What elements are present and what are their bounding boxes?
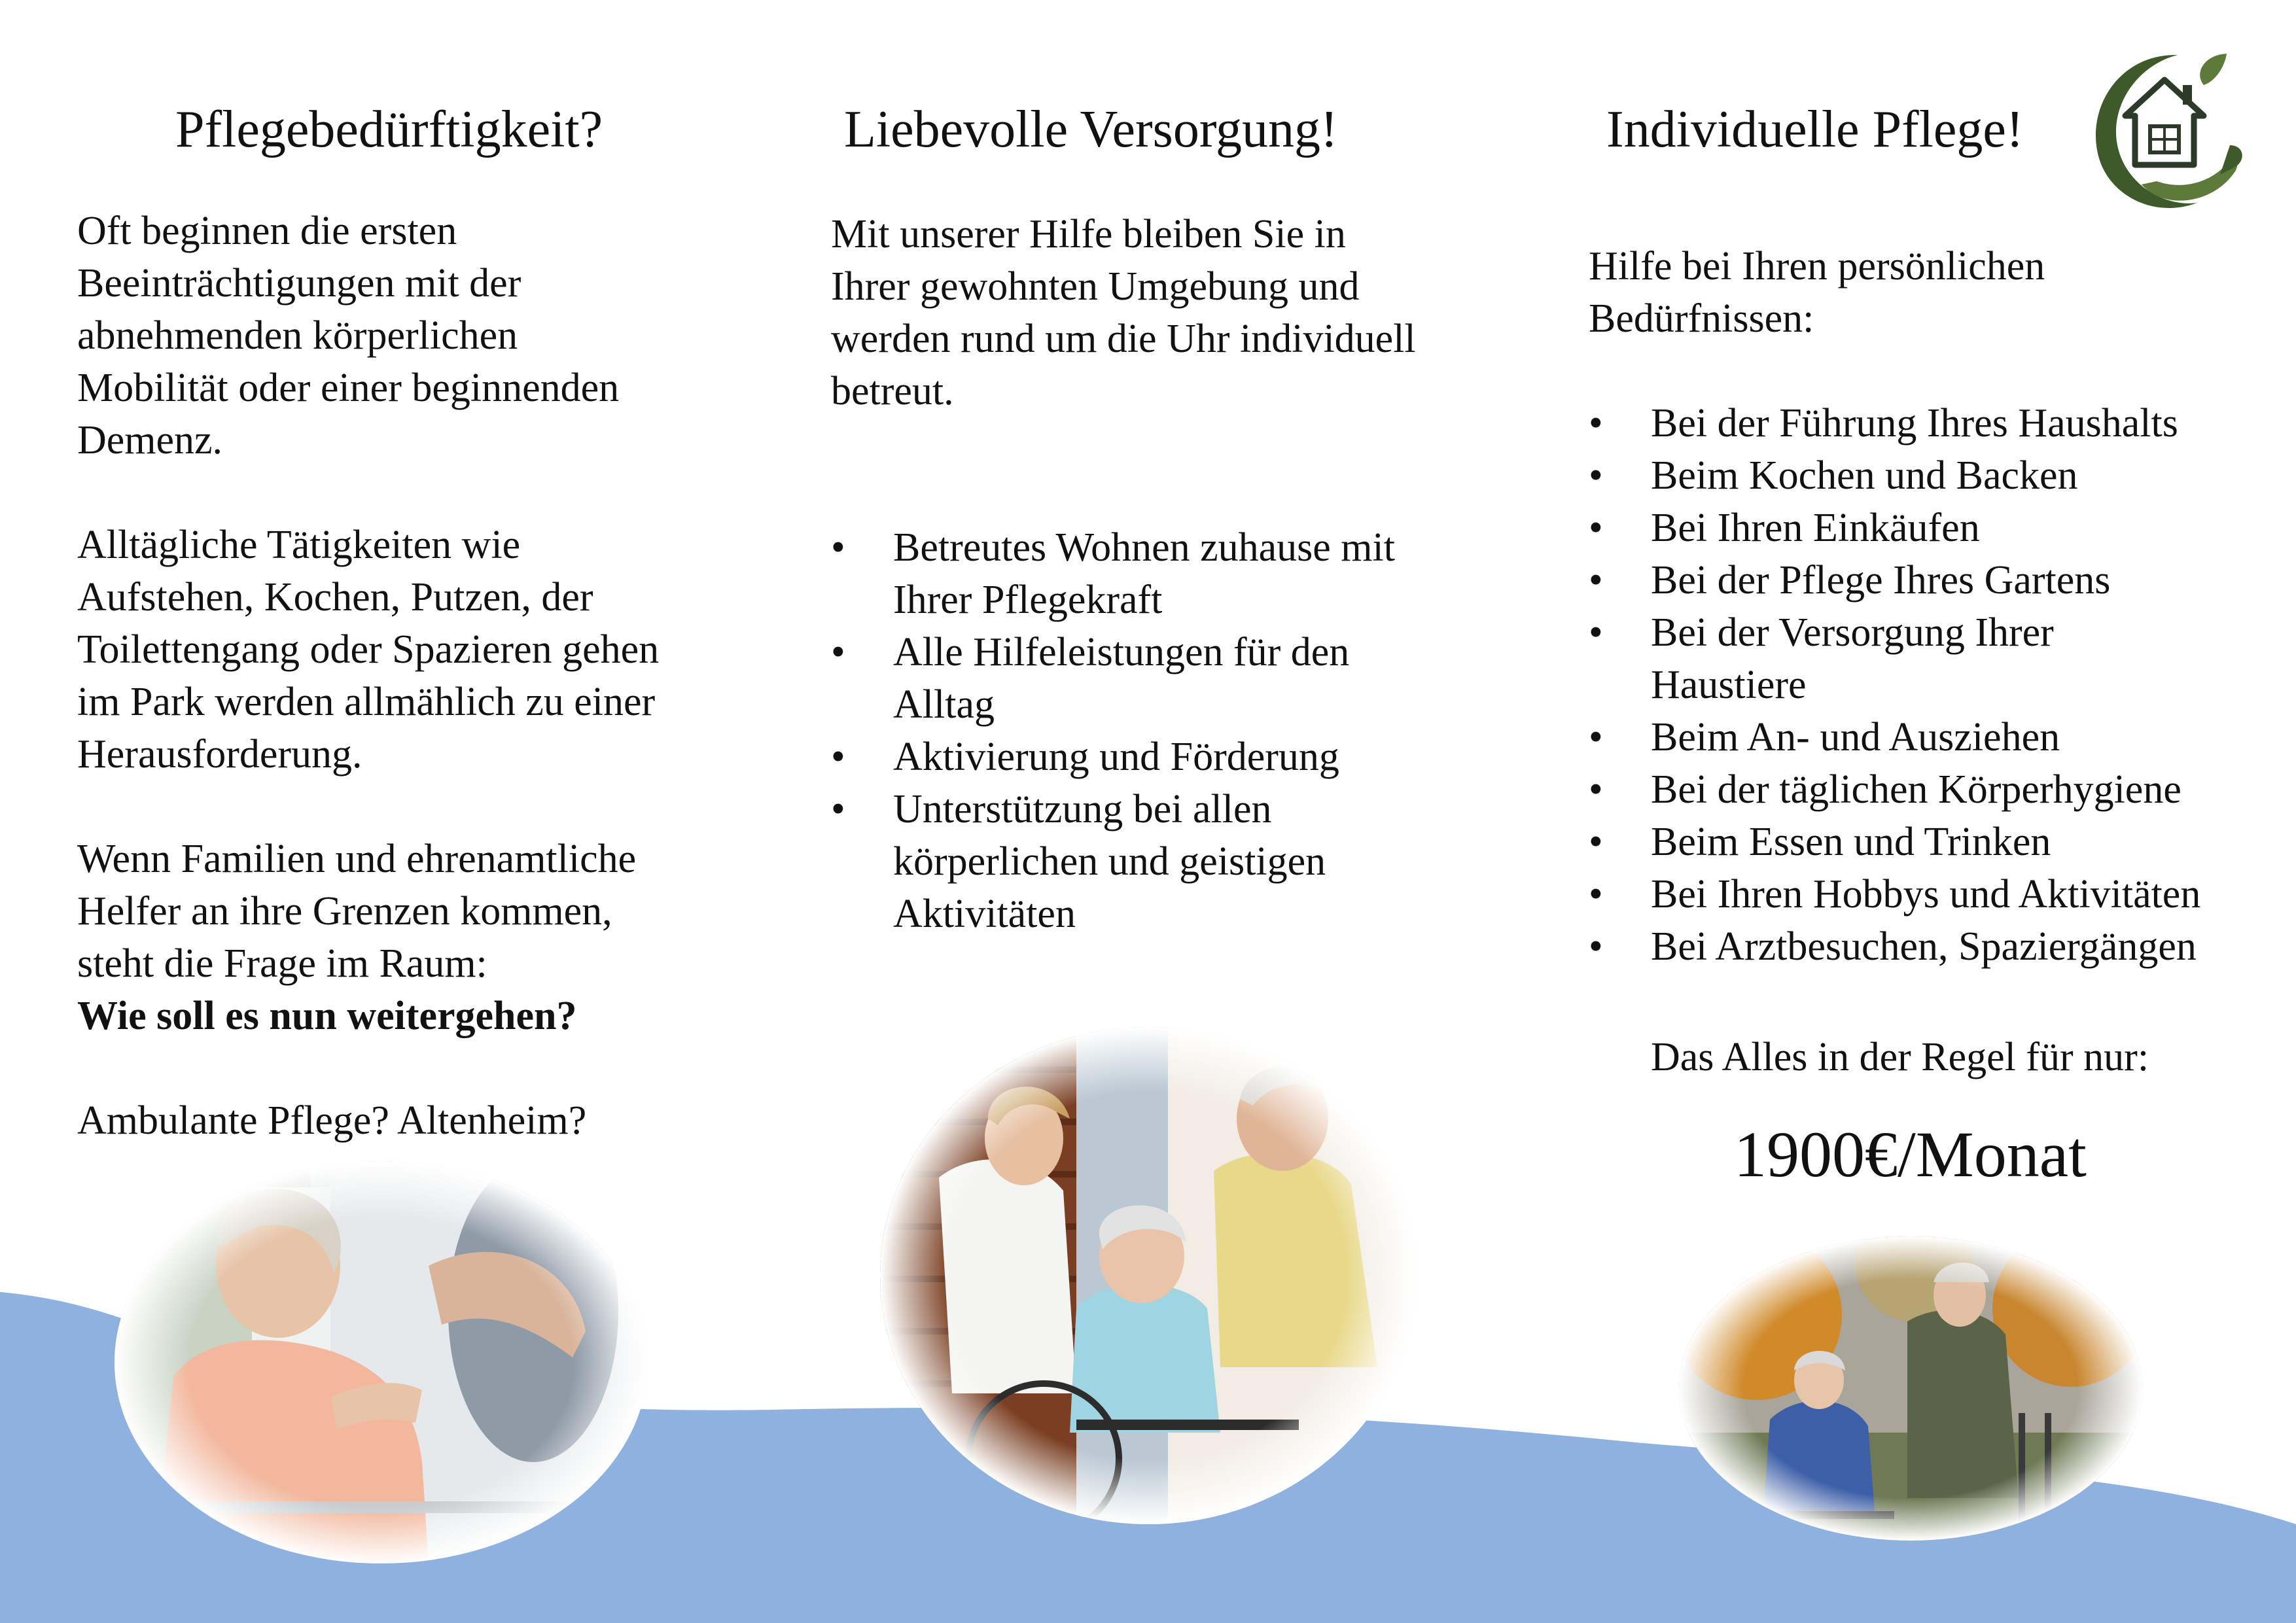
house-in-hands-logo-icon — [2079, 47, 2250, 217]
text-line: • Bei der Pflege Ihres Gartens — [1651, 558, 2111, 602]
text-line: Ihrer Pflegekraft — [893, 578, 1163, 622]
column-3-intro — [1589, 240, 2269, 345]
list-item — [1589, 868, 2282, 920]
list-item — [1589, 816, 2282, 868]
text-line: Aktivitäten — [893, 892, 1076, 936]
text-line: Alltag — [893, 682, 995, 727]
text-line: • Bei der Versorgung Ihrer — [1651, 610, 2054, 655]
text-line: • Bei Ihren Hobbys und Aktivitäten — [1651, 872, 2201, 916]
caregiver-with-seniors-wheelchair-photo — [880, 1027, 1417, 1524]
text-line: Demenz. — [77, 418, 223, 462]
text-line: Hilfe bei Ihren persönlichen — [1589, 244, 2045, 288]
text-line: • Beim Essen und Trinken — [1651, 820, 2051, 864]
text-line: abnehmenden körperlichen — [77, 313, 518, 358]
text-line: werden rund um die Uhr individuell — [831, 317, 1416, 361]
text-line: • Betreutes Wohnen zuhause mit — [893, 525, 1395, 570]
help-list — [1589, 397, 2282, 973]
list-item — [831, 521, 1492, 626]
text-line: Aufstehen, Kochen, Putzen, der — [77, 575, 593, 620]
text-line: • Bei der täglichen Körperhygiene — [1651, 767, 2181, 812]
company-logo — [2079, 47, 2250, 217]
list-item — [1589, 763, 2282, 816]
list-item — [831, 626, 1492, 731]
text-line: Toilettengang oder Spazieren gehen — [77, 627, 660, 672]
list-item — [1589, 397, 2282, 449]
column-2-intro — [831, 208, 1492, 417]
text-line: betreut. — [831, 369, 954, 413]
list-item — [1589, 920, 2282, 973]
text-line: • Alle Hilfeleistungen für den — [893, 630, 1350, 674]
list-item — [1589, 711, 2282, 763]
list-item — [1589, 554, 2282, 606]
text-line: • Bei der Führung Ihres Haushalts — [1651, 401, 2178, 445]
text-line: Mit unserer Hilfe bleiben Sie in — [831, 212, 1346, 256]
text-line: • Unterstützung bei allen — [893, 787, 1272, 831]
list-item — [1589, 502, 2282, 554]
elderly-woman-with-caregiver-photo — [115, 1161, 648, 1563]
list-item — [1589, 606, 2282, 711]
text-line: Oft beginnen die ersten — [77, 209, 457, 253]
text-line: • Bei Ihren Einkäufen — [1651, 506, 1980, 550]
text-line: Bedürfnissen: — [1589, 296, 1814, 341]
text-line: Haustiere — [1651, 663, 1807, 707]
text-line: Wenn Familien und ehrenamtliche — [77, 837, 637, 881]
text-line: Herausforderung. — [77, 732, 362, 777]
heading-liebevolle-versorgung: Liebevolle Versorgung! — [844, 101, 1338, 158]
text-line: • Beim Kochen und Backen — [1651, 453, 2078, 498]
text-line: körperlichen und geistigen — [893, 839, 1326, 884]
senior-couple-with-walker-photo — [1678, 1236, 2143, 1541]
text-line: • Bei Arztbesuchen, Spaziergängen — [1651, 924, 2197, 969]
column-1-text — [77, 205, 758, 1147]
text-line: • Beim An- und Ausziehen — [1651, 715, 2060, 759]
text-line: Helfer an ihre Grenzen kommen, — [77, 889, 612, 934]
list-item — [831, 783, 1492, 940]
paragraph-intro — [77, 205, 758, 466]
text-line: Ihrer gewohnten Umgebung und — [831, 264, 1360, 309]
text-line: Beeinträchtigungen mit der — [77, 261, 521, 305]
heading-individuelle-pflege: Individuelle Pflege! — [1606, 101, 2024, 158]
text-line: • Aktivierung und Förderung — [893, 735, 1339, 779]
paragraph-families — [77, 833, 758, 1042]
text-line: steht die Frage im Raum: — [77, 941, 487, 986]
price-per-month: 1900€/Monat — [1734, 1118, 2087, 1191]
paragraph-options: Ambulante Pflege? Altenheim? — [77, 1098, 587, 1143]
heading-pflegebeduerftigkeit: Pflegebedürftigkeit? — [175, 101, 603, 158]
services-list — [831, 521, 1492, 940]
text-line: Mobilität oder einer beginnenden — [77, 366, 620, 410]
text-line: Alltägliche Tätigkeiten wie — [77, 523, 521, 567]
list-item — [831, 731, 1492, 783]
price-intro-text: Das Alles in der Regel für nur: — [1651, 1035, 2149, 1079]
text-line: im Park werden allmählich zu einer — [77, 680, 656, 724]
paragraph-everyday — [77, 519, 758, 780]
list-item — [1589, 449, 2282, 502]
question-bold: Wie soll es nun weitergehen? — [77, 994, 577, 1038]
